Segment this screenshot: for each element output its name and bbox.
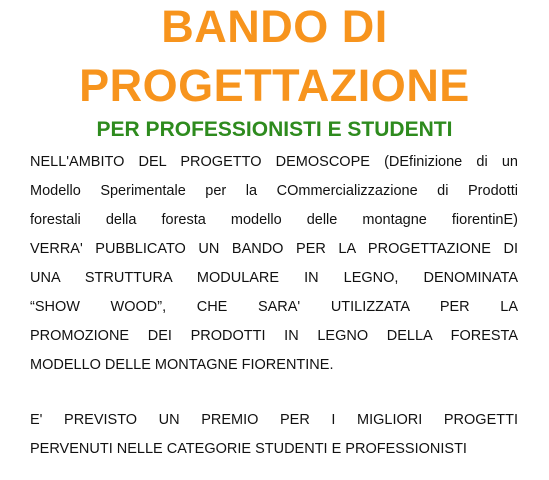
paragraph-line: UNA STRUTTURA MODULARE IN LEGNO, DENOMINATA	[30, 270, 518, 286]
paragraph-line: Modello Sperimentale per la COmmercializzazione di Prodotti	[30, 183, 518, 199]
announcement-paragraph	[30, 148, 518, 380]
prize-paragraph	[30, 406, 518, 464]
paragraph-line: E' PREVISTO UN PREMIO PER I MIGLIORI PROGETTI	[30, 412, 518, 428]
paragraph-line: MODELLO DELLE MONTAGNE FIORENTINE.	[30, 357, 334, 373]
paragraph-line: PERVENUTI NELLE CATEGORIE STUDENTI E PROFESSIONISTI	[30, 441, 467, 457]
paragraph-line: PROMOZIONE DEI PRODOTTI IN LEGNO DELLA FORESTA	[30, 328, 518, 344]
paragraph-line: forestali della foresta modello delle montagne fiorentinE)	[30, 212, 518, 228]
title-line-1: BANDO DI	[161, 1, 388, 52]
title-line-2: PROGETTAZIONE	[79, 60, 470, 111]
subtitle: PER PROFESSIONISTI E STUDENTI	[96, 118, 453, 141]
paragraph-line: NELL'AMBITO DEL PROGETTO DEMOSCOPE (DEfinizione di un	[30, 154, 518, 170]
paragraph-line: VERRA' PUBBLICATO UN BANDO PER LA PROGETTAZIONE DI	[30, 241, 518, 257]
paragraph-line: “SHOW WOOD”, CHE SARA' UTILIZZATA PER LA	[30, 299, 518, 315]
